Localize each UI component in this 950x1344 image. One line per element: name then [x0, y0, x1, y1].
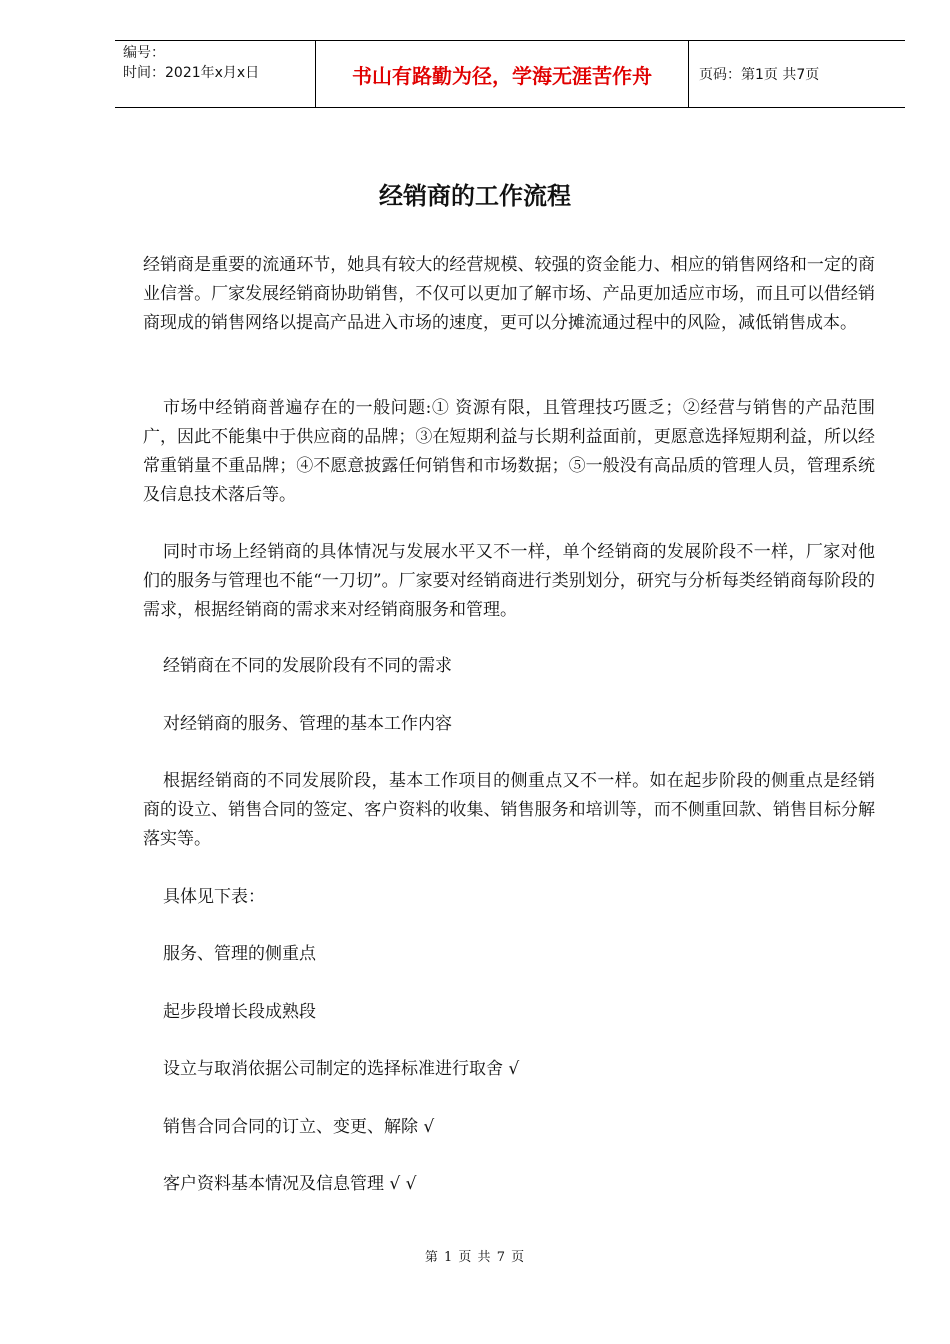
paragraph-problems: 市场中经销商普遍存在的一般问题:① 资源有限，且管理技巧匮乏；②经营与销售的产品范围广，因此不能集中于供应商的品牌；③在短期利益与长期利益面前，更愿意选择短期利益，所以经常重销量不重品牌；④不愿意披露任何销售和市场数据；⑤一般没有高品质的管理人员，管理系统及信息技术落后等。 [143, 398, 875, 505]
document-title: 经销商的工作流程 [379, 182, 571, 210]
line-sales-contract: 销售合同合同的订立、变更、解除 √ [163, 1117, 435, 1137]
paragraph-intro: 经销商是重要的流通环节，她具有较大的经营规模、较强的资金能力、相应的销售网络和一定的商业信誉。厂家发展经销商协助销售，不仅可以更加了解市场、产品更加适应市场，而且可以借经销商现成的销售网络以提高产品进入市场的速度，更可以分摊流通过程中的风险，减低销售成本。 [143, 255, 875, 333]
page-footer: 第 1 页 共 7 页 [424, 1250, 526, 1265]
line-stage-needs: 经销商在不同的发展阶段有不同的需求 [163, 656, 452, 676]
header-meta-cell [115, 41, 315, 107]
line-stage-headers: 起步段增长段成熟段 [163, 1002, 316, 1022]
line-setup-cancel: 设立与取消依据公司制定的选择标准进行取舍 √ [163, 1059, 520, 1079]
line-customer-data: 客户资料基本情况及信息管理 √ √ [163, 1174, 417, 1194]
line-basic-work: 对经销商的服务、管理的基本工作内容 [163, 714, 452, 734]
document-number-label: 编号： [123, 45, 165, 61]
header-motto: 书山有路勤为径，学海无涯苦作舟 [315, 41, 689, 107]
document-time-label: 时间：2021年x月x日 [123, 65, 260, 81]
paragraph-differences: 同时市场上经销商的具体情况与发展水平又不一样，单个经销商的发展阶段不一样，厂家对他们的服务与管理也不能“一刀切”。厂家要对经销商进行类别划分，研究与分析每类经销商每阶段的需求，根据经销商的需求来对经销商服务和管理。 [143, 542, 875, 620]
line-see-table: 具体见下表： [163, 887, 265, 907]
header-page-info: 页码：第1页 共7页 [699, 67, 820, 83]
header-table [115, 40, 905, 108]
paragraph-stages: 根据经销商的不同发展阶段，基本工作项目的侧重点又不一样。如在起步阶段的侧重点是经销商的设立、销售合同的签定、客户资料的收集、销售服务和培训等，而不侧重回款、销售目标分解落实等。 [143, 771, 875, 849]
line-focus: 服务、管理的侧重点 [163, 944, 316, 964]
